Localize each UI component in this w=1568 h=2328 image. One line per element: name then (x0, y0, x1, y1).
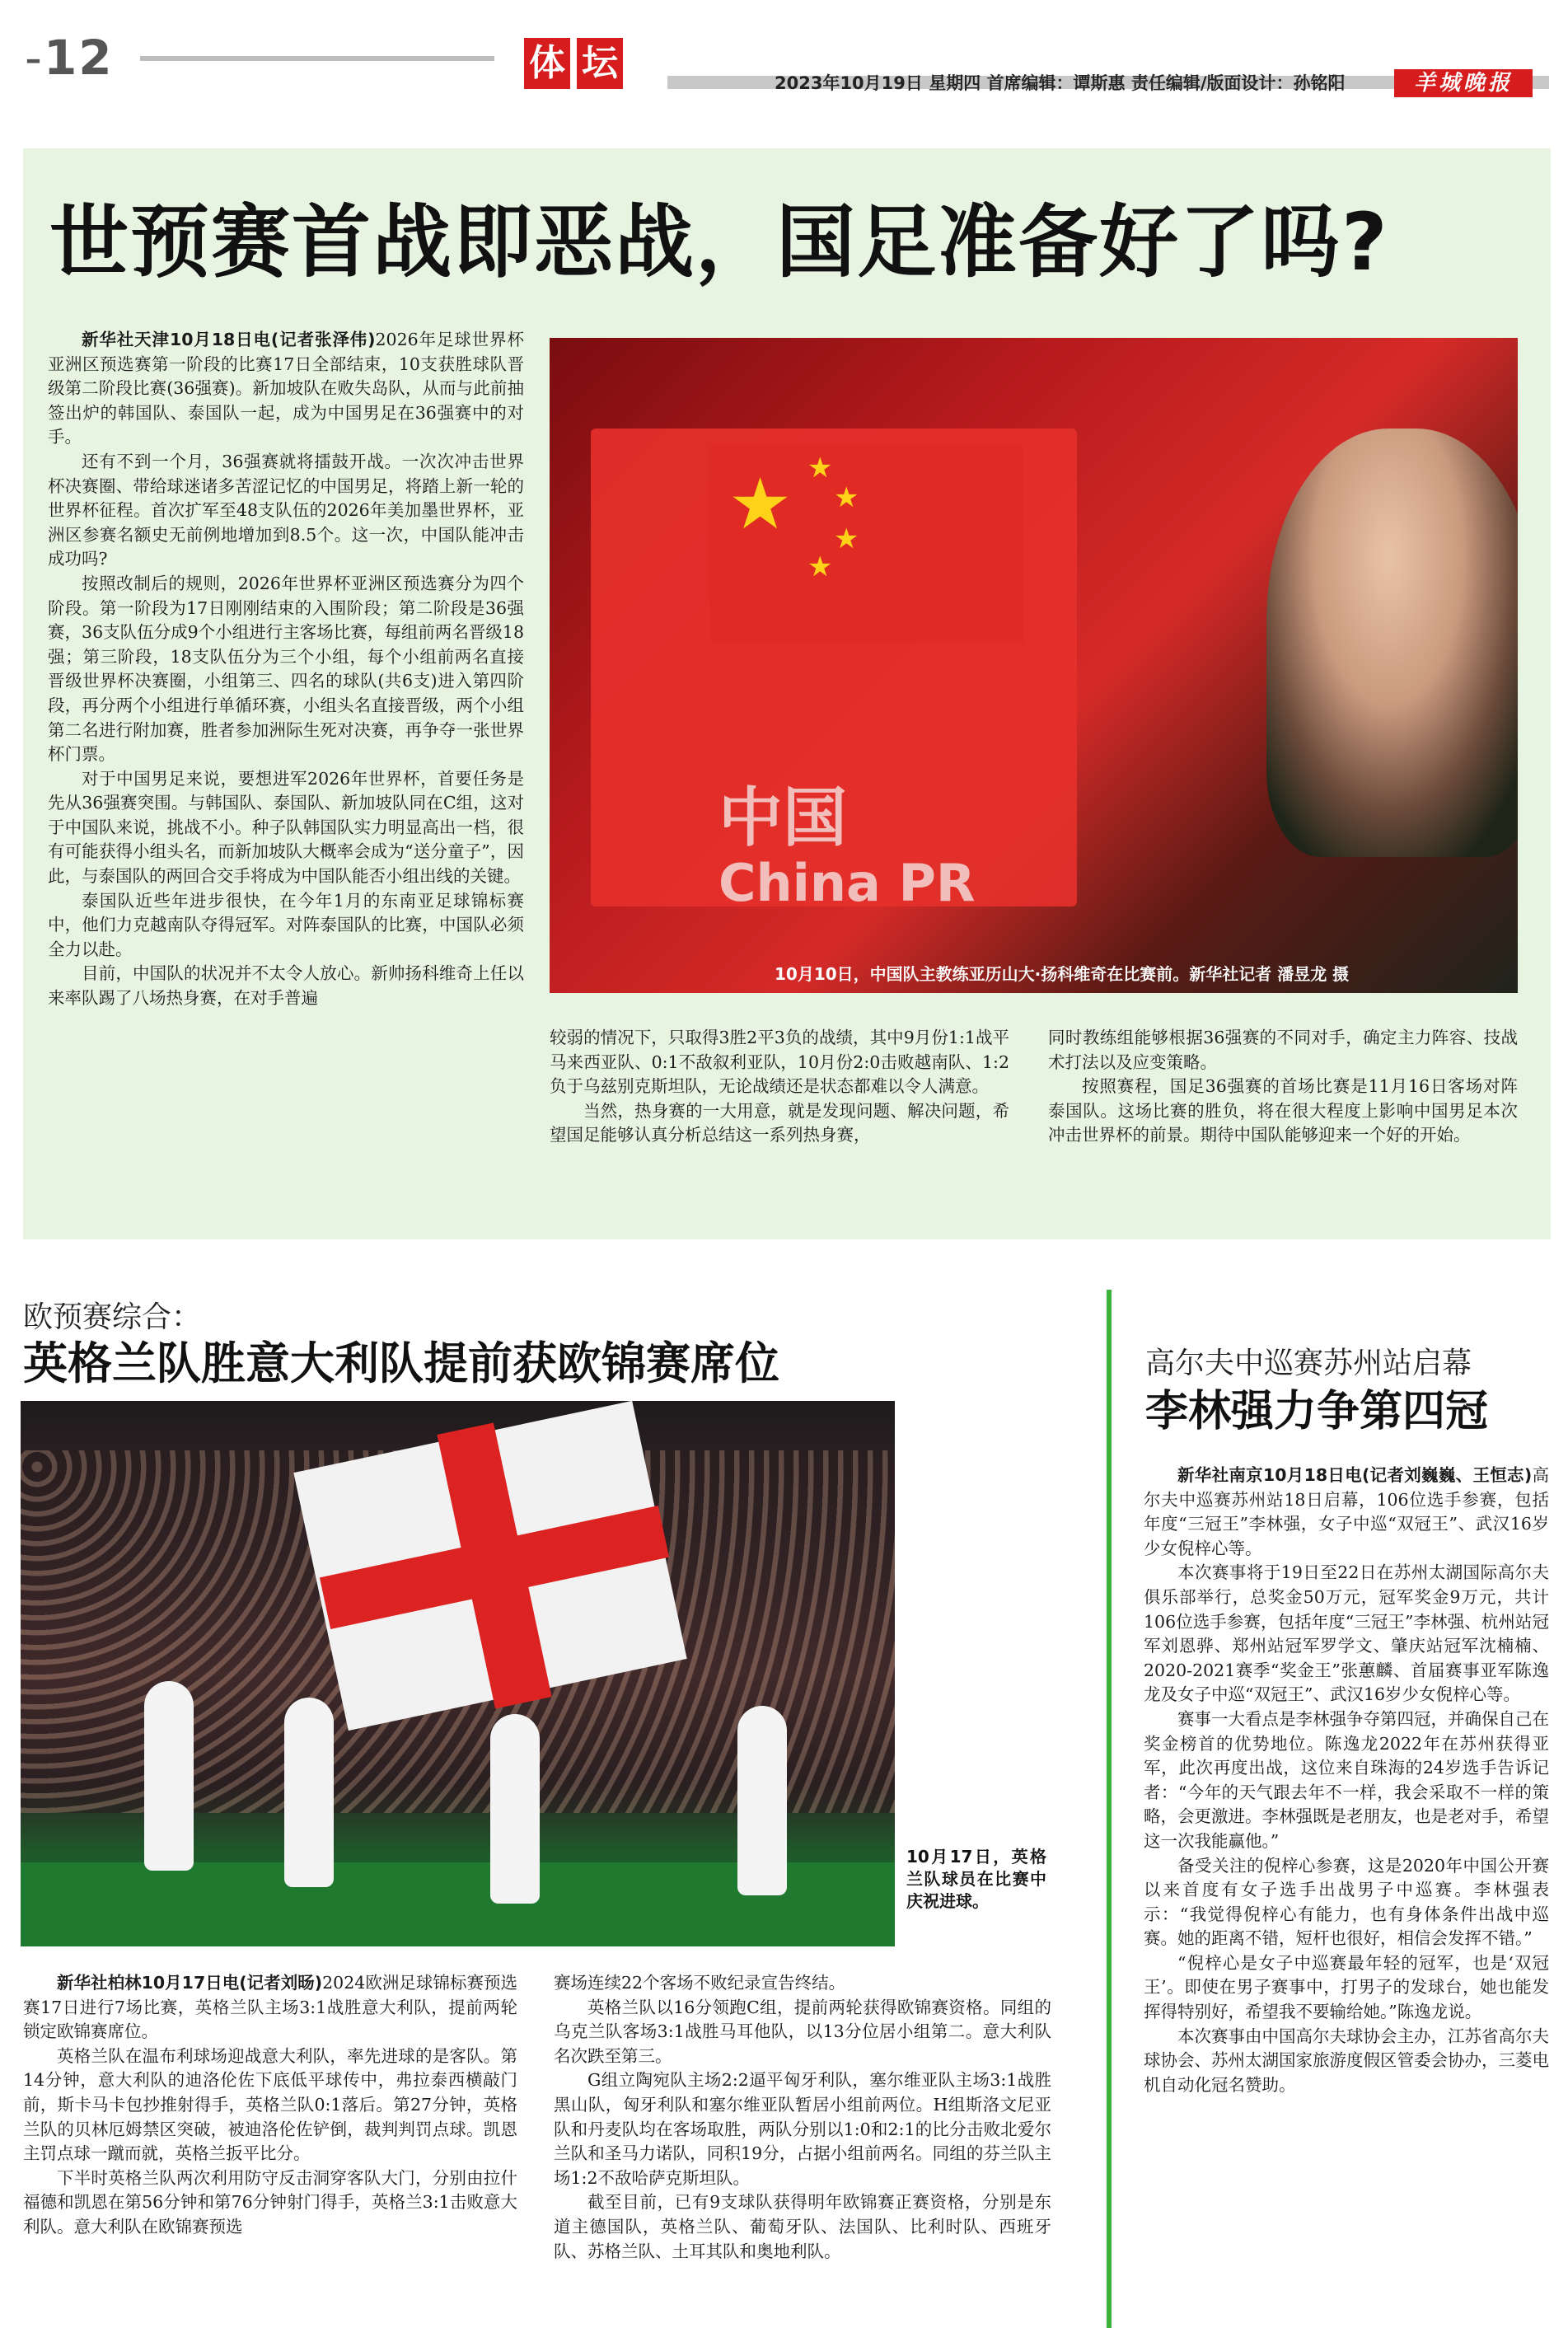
star-icon: ★ (834, 522, 859, 555)
masthead-rule (140, 56, 494, 61)
top-story-headline: 世预赛首战即恶战，国足准备好了吗? (49, 196, 1389, 288)
flag-text-en: China PR (718, 853, 976, 913)
paragraph: 本次赛事由中国高尔夫球协会主办，江苏省高尔夫球协会、苏州太湖国家旅游度假区管委会协办，三菱电机自动化冠名赞助。 (1144, 2026, 1549, 2095)
dateline: 2023年10月19日 星期四 首席编辑：谭斯惠 责任编辑/版面设计：孙铭阳 (775, 73, 1346, 93)
paragraph: 当然，热身赛的一大用意，就是发现问题、解决问题，希望国足能够认真分析总结这一系列热身赛， (550, 1100, 1009, 1145)
paragraph: 新华社天津10月18日电(记者张泽伟)2026年足球世界杯亚洲区预选赛第一阶段的比赛17日全部结束，10支获胜球队晋级第二阶段比赛(36强赛)。新加坡队在败失岛队，从而与此前抽签出炉的韩国队、泰国队一起，成为中国男足在36强赛中的对手。 (48, 330, 524, 447)
paragraph: 按照改制后的规则，2026年世界杯亚洲区预选赛分为四个阶段。第一阶段为17日刚刚结束的入围阶段；第二阶段是36强赛，36支队伍分成9个小组进行主客场比赛，每组前两名晋级18强；第三阶段，18支队伍分为三个小组，每个小组前两名直接晋级世界杯决赛圈，小组第三、四名的球队(共6支)进入第四阶段，再分两个小组进行单循环赛，小组头名直接晋级，两个小组第二名进行附加赛，胜者参加洲际生死对决赛，再争夺一张世界杯门票。 (48, 573, 524, 765)
player (284, 1698, 334, 1887)
player (737, 1706, 787, 1895)
paragraph: G组立陶宛队主场2:2逼平匈牙利队，塞尔维亚队主场3:1战胜黑山队，匈牙利队和塞尔维亚队暂居小组前两位。H组斯洛文尼亚队和丹麦队均在客场取胜，两队分别以1:0和2:1的比分击败北爱尔兰队和圣马力诺队，同积19分，占据小组前两名。同组的芬兰队主场1:2不敌哈萨克斯坦队。 (554, 2070, 1051, 2188)
player (490, 1714, 540, 1904)
euro-column-1 (23, 1971, 517, 2240)
column-divider (1107, 1290, 1112, 2328)
page-number: -12 (25, 30, 114, 86)
paragraph: 新华社南京10月18日电(记者刘巍巍、王恒志)高尔夫中巡赛苏州站18日启幕，106位选手参赛，包括年度“三冠王”李林强，女子中巡“双冠王”、武汉16岁少女倪梓心等。 (1144, 1465, 1549, 1558)
golf-subtitle: 高尔夫中巡赛苏州站启幕 (1145, 1347, 1472, 1380)
paragraph: “倪梓心是女子中巡赛最年轻的冠军，也是‘双冠王’。即使在男子赛事中，打男子的发球台，她也能发挥得特别好，希望我不要输给她。”陈逸龙说。 (1144, 1952, 1549, 2022)
paragraph: 按照赛程，国足36强赛的首场比赛是11月16日客场对阵泰国队。这场比赛的胜负，将在很大程度上影响中国男足本次冲击世界杯的前景。期待中国队能够迎来一个好的开始。 (1048, 1076, 1518, 1145)
top-story-column-1 (48, 328, 524, 1011)
byline: 新华社天津10月18日电(记者张泽伟) (82, 330, 376, 349)
paragraph: 目前，中国队的状况并不太令人放心。新帅扬科维奇上任以来率队踢了八场热身赛，在对手普遍 (48, 963, 524, 1009)
paragraph: 泰国队近些年进步很快，在今年1月的东南亚足球锦标赛中，他们力克越南队夺得冠军。对阵泰国队的比赛，中国队必须全力以赴。 (48, 890, 524, 959)
paragraph: 截至目前，已有9支球队获得明年欧锦赛正赛资格，分别是东道主德国队，英格兰队、葡萄牙队、法国队、比利时队、西班牙队、苏格兰队、土耳其队和奥地利队。 (554, 2192, 1051, 2261)
paragraph: 赛事一大看点是李林强争夺第四冠，并确保自己在奖金榜首的优势地位。陈逸龙2022年在苏州获得亚军，此次再度出战，这位来自珠海的24岁选手告诉记者：“今年的天气跟去年不一样，我会采取不一样的策略，会更激进。李林强既是老朋友，也是老对手，希望这一次我能赢他。” (1144, 1708, 1549, 1851)
byline: 新华社南京10月18日电(记者刘巍巍、王恒志) (1177, 1465, 1533, 1485)
paragraph: 较弱的情况下，只取得3胜2平3负的战绩，其中9月份1:1战平马来西亚队、0:1不敌叙利亚队，10月份2:0击败越南队、1:2负于乌兹别克斯坦队，无论战绩还是状态都难以令人满意。 (550, 1028, 1009, 1097)
england-celebration-photo (21, 1401, 895, 1946)
euro-column-2 (554, 1971, 1051, 2264)
top-story-column-2 (550, 1026, 1009, 1148)
byline: 新华社柏林10月17日电(记者刘旸) (57, 1973, 323, 1993)
paragraph: 下半时英格兰队两次利用防守反击洞穿客队大门，分别由拉什福德和凯恩在第56分钟和第76分钟射门得手，英格兰3:1击败意大利队。意大利队在欧锦赛预选 (23, 2167, 517, 2237)
euro-qualifier-headline: 英格兰队胜意大利队提前获欧锦赛席位 (23, 1337, 779, 1389)
euro-qualifier-subtitle: 欧预赛综合： (23, 1300, 202, 1334)
star-icon: ★ (834, 481, 859, 514)
england-photo-caption: 10月17日，英格兰队球员在比赛中庆祝进球。 (906, 1847, 1046, 1911)
paragraph: 英格兰队在温布利球场迎战意大利队，率先进球的是客队。第14分钟，意大利队的迪洛伦佐下底低平球传中，弗拉泰西横敲门前，斯卡马卡包抄推射得手，英格兰队0:1落后。第27分钟，英格兰队的贝林厄姆禁区突破，被迪洛伦佐铲倒，裁判判罚点球。凯恩主罚点球一蹴而就，英格兰扳平比分。 (23, 2045, 517, 2164)
paragraph: 本次赛事将于19日至22日在苏州太湖国际高尔夫俱乐部举行，总奖金50万元，冠军奖金9万元，共计106位选手参赛，包括年度“三冠王”李林强、杭州站冠军刘恩骅、郑州站冠军罗学文、肇庆站冠军沈楠楠、2020-2021赛季“奖金王”张蕙麟、首届赛事亚军陈逸龙及女子中巡“双冠王”、武汉16岁少女倪梓心等。 (1144, 1562, 1549, 1705)
player (144, 1681, 194, 1871)
paragraph: 新华社柏林10月17日电(记者刘旸)2024欧洲足球锦标赛预选赛17日进行7场比赛，英格兰队主场3:1战胜意大利队，提前两轮锁定欧锦赛席位。 (23, 1973, 518, 2042)
paragraph: 对于中国男足来说，要想进军2026年世界杯，首要任务是先从36强赛突围。与韩国队、泰国队、新加坡队同在C组，这对于中国队来说，挑战不小。种子队韩国队实力明显高出一档，很有可能获得小组头名，而新加坡队大概率会成为“送分童子”，因此，与泰国队的两回合交手将成为中国队能否小组出线的关键。 (48, 768, 524, 887)
paragraph: 还有不到一个月，36强赛就将擂鼓开战。一次次冲击世界杯决赛圈、带给球迷诸多苦涩记忆的中国男足，将踏上新一轮的世界杯征程。首次扩军至48支队伍的2026年美加墨世界杯，亚洲区参赛名额史无前例地增加到8.5个。这一次，中国队能冲击成功吗? (48, 451, 524, 569)
star-icon: ★ (807, 452, 833, 485)
paragraph: 赛场连续22个客场不败纪录宣告终结。 (554, 1973, 846, 1993)
golf-column (1144, 1464, 1549, 2097)
photo-caption: 10月10日，中国队主教练亚历山大·扬科维奇在比赛前。新华社记者 潘昱龙 摄 (775, 964, 1350, 984)
coach-photo (550, 338, 1518, 993)
paragraph: 同时教练组能够根据36强赛的不同对手，确定主力阵容、技战术打法以及应变策略。 (1048, 1028, 1518, 1072)
section-label-char1: 体 (524, 38, 570, 89)
flag-text-cn: 中国 (718, 781, 848, 855)
section-label-char2: 坛 (577, 38, 623, 89)
top-story-column-3 (1048, 1026, 1518, 1148)
star-icon: ★ (728, 463, 793, 546)
coach-figure (1266, 429, 1518, 857)
paragraph: 英格兰队以16分领跑C组，提前两轮获得欧锦赛资格。同组的乌克兰队客场3:1战胜马耳他队，以13分位居小组第二。意大利队名次跌至第三。 (554, 1997, 1051, 2066)
china-flag (710, 445, 1023, 643)
newspaper-logo: 羊城晚报 (1394, 69, 1533, 97)
paragraph: 备受关注的倪梓心参赛，这是2020年中国公开赛以来首度有女子选手出战男子中巡赛。李林强表示：“我觉得倪梓心有能力，也有身体条件出战中巡赛。她的距离不错，短杆也很好，相信会发挥不错。” (1144, 1855, 1549, 1949)
star-icon: ★ (807, 550, 833, 583)
golf-headline: 李林强力争第四冠 (1145, 1387, 1489, 1436)
